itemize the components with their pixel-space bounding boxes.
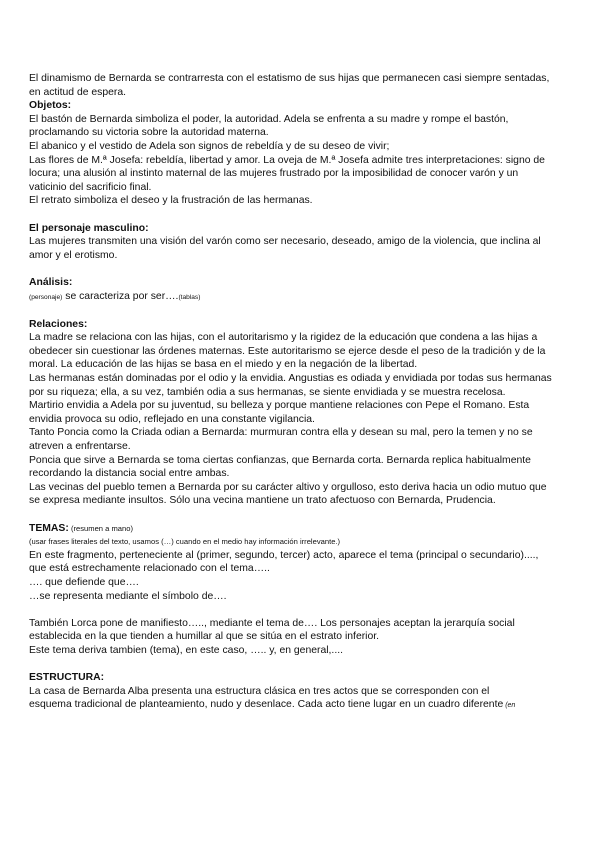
temas-line: …se representa mediante el símbolo de….: [29, 590, 227, 602]
personaje-heading: El personaje masculino:: [29, 222, 149, 234]
estructura-line-text: esquema tradicional de planteamiento, nudo y desenlace. Cada acto tiene lugar en un cuadro diferente: [29, 699, 504, 711]
objetos-heading: Objetos:: [29, 100, 72, 112]
relaciones-line: Las hermanas están dominadas por el odio y la envidia. Angustias es odiada y envidiada por todas sus hermanas por su riqueza; ella, a su vez, también odia a sus hermanas, se siente envidiada y se muestra recelosa.: [29, 373, 552, 398]
analisis-note-personaje: (personaje): [29, 293, 63, 301]
intro-paragraph: El dinamismo de Bernarda se contrarresta con el estatismo de sus hijas que permanecen casi siempre sentadas, en actitud de espera.: [29, 73, 550, 98]
temas-heading-note: (resumen a mano): [68, 523, 133, 533]
spacer: [29, 658, 554, 672]
temas-line: También Lorca pone de manifiesto….., mediante el tema de…. Los personajes aceptan la jerarquía social establecida en la que tienden a humillar al que se sitúa en el estrato inferior.: [29, 617, 515, 643]
estructura-line: La casa de Bernarda Alba presenta una estructura clásica en tres actos que se corresponden con el: [29, 685, 490, 697]
estructura-heading: ESTRUCTURA:: [29, 672, 105, 684]
relaciones-line: La madre se relaciona con las hijas, con el autoritarismo y la rigidez de la educación que condena a las hijas a obedecer sin cuestionar las órdenes maternas. Este autoritarismo se ejerce desde el peso de la tradición y de la moral. La educación de las hijas se basa en el miedo y en la negación de la libertad.: [29, 332, 546, 371]
objetos-line: El abanico y el vestido de Adela son signos de rebeldía y de su deseo de vivir;: [29, 140, 390, 152]
spacer: [29, 262, 554, 276]
spacer: [29, 603, 554, 617]
relaciones-line: Las vecinas del pueblo temen a Bernarda por su carácter altivo y orgulloso, esto deriva hacia un odio mutuo que se expresa mediante insultos. Sólo una vecina mantiene un trato afectuoso con Bernarda, Prudencia.: [29, 481, 547, 507]
temas-heading: TEMAS:: [29, 522, 69, 534]
relaciones-heading: Relaciones:: [29, 318, 88, 330]
personaje-paragraph: Las mujeres transmiten una visión del varón como ser necesario, deseado, amigo de la violencia, que inclina al amor y el erotismo.: [29, 236, 541, 261]
objetos-line: El bastón de Bernarda simboliza el poder, la autoridad. Adela se enfrenta a su madre y rompe el bastón, proclamando su victoria sobre la autoridad materna.: [29, 113, 509, 139]
estructura-line: [29, 698, 554, 713]
estructura-cut-note: (en: [503, 702, 516, 710]
analisis-line: [29, 290, 554, 305]
analisis-text: se caracteriza por ser….: [62, 290, 179, 302]
document-body: [29, 72, 554, 713]
analisis-heading: Análisis:: [29, 276, 73, 288]
temas-note: (usar frases literales del texto, usamos (…) cuando en el medio hay información irrelevante.): [29, 537, 341, 547]
spacer: [29, 304, 554, 318]
objetos-line: Las flores de M.ª Josefa: rebeldía, libertad y amor. La oveja de M.ª Josefa admite tres interpretaciones: signo de locura; una alusión al instinto maternal de las mujeres frustrado por la imposibilidad de conocer varón y un vaticinio del sacrificio final.: [29, 154, 545, 193]
temas-heading-line: [29, 522, 554, 536]
analisis-note-tablas: (tablas): [178, 293, 201, 301]
temas-line: …. que defiende que….: [29, 576, 139, 588]
spacer: [29, 208, 554, 222]
relaciones-line: Tanto Poncia como la Criada odian a Bernarda: murmuran contra ella y desean su mal, pero la temen y no se atreven a enfrentarse.: [29, 427, 533, 453]
relaciones-line: Martirio envidia a Adela por su juventud, su belleza y porque mantiene relaciones con Pepe el Romano. Esta envidia provoca su odio, reflejado en una constante vigilancia.: [29, 400, 530, 425]
relaciones-line: Poncia que sirve a Bernarda se toma ciertas confianzas, que Bernarda corta. Bernarda replica habitualmente recordando la distancia social entre ambas.: [29, 454, 531, 480]
spacer: [29, 508, 554, 522]
objetos-line: El retrato simboliza el deseo y la frustración de las hermanas.: [29, 195, 313, 207]
temas-line: Este tema deriva tambien (tema), en este caso, ….. y, en general,....: [29, 644, 343, 656]
temas-line: En este fragmento, perteneciente al (primer, segundo, tercer) acto, aparece el tema (principal o secundario)...., que está estrechamente relacionado con el tema…..: [29, 549, 539, 575]
